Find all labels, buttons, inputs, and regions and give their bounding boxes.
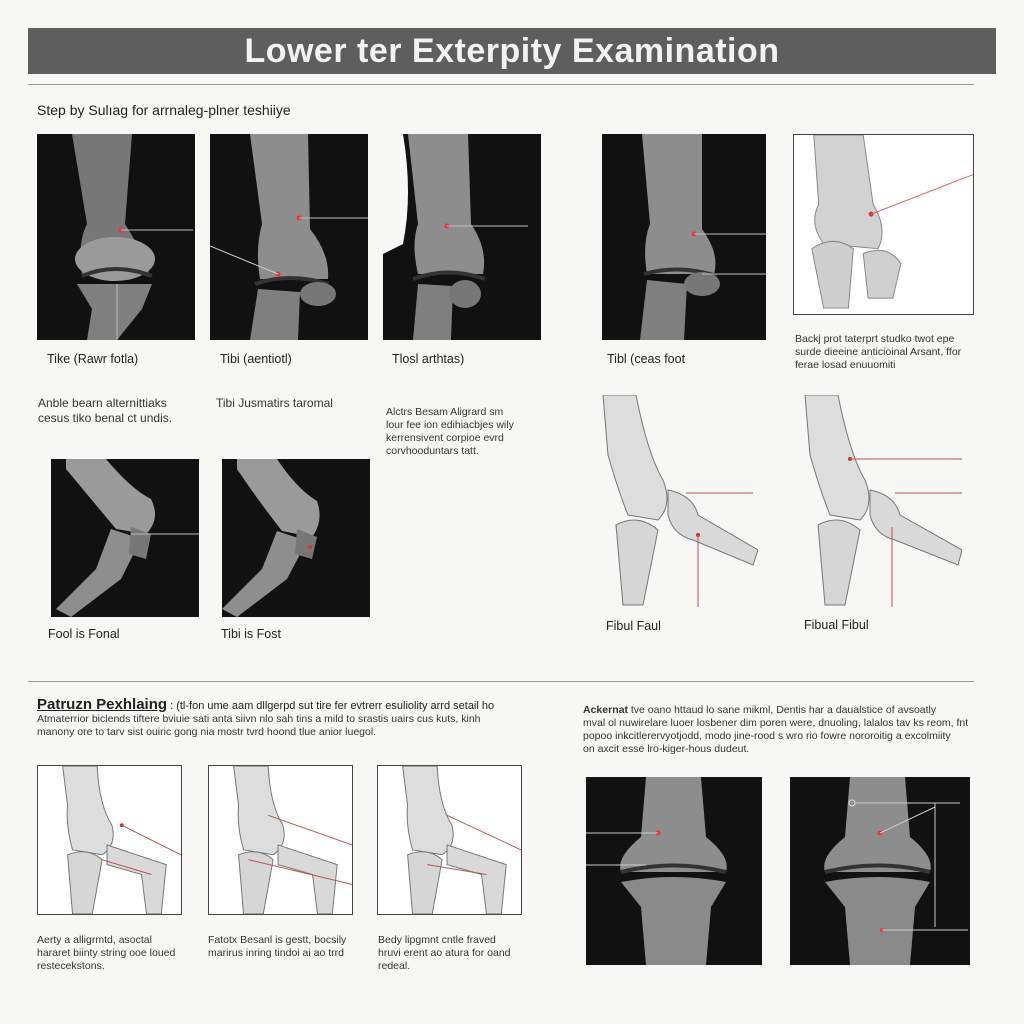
xray-panel-7 xyxy=(222,459,370,617)
desc-ankle-line: Anble bearn alternittiaks xyxy=(38,396,167,410)
caption-block-3 xyxy=(378,934,511,973)
bottom-label-1: Fool is Fonal xyxy=(48,627,120,641)
desc-middle-block xyxy=(386,406,514,458)
caption-line: Aerty a alligrmtd, asoctal xyxy=(37,934,152,946)
diagram-panel-5 xyxy=(793,134,974,315)
desc-middle-line: kerrensivent corpioe evrd xyxy=(386,432,504,444)
caption-line: hruvi erent ao atura for oand xyxy=(378,947,511,959)
caption-block-1 xyxy=(37,934,175,973)
caption-block-2 xyxy=(208,934,346,960)
diagram-panel-10 xyxy=(37,765,182,915)
desc-middle-line: lour fee ion edihiacbjes wily xyxy=(386,419,514,431)
panel-label-2: Tibi (aentiotl) xyxy=(220,352,292,366)
right-desc-line: on axcit esse lro-kiger-hous dudeut. xyxy=(583,743,750,755)
caption-line: redeal. xyxy=(378,960,411,972)
page-title: Lower ter Exterpity Examination xyxy=(244,32,780,70)
desc-right-line: ferae losad enuuomiti xyxy=(795,359,896,371)
bottom-label-2: Tibi is Fost xyxy=(221,627,281,641)
caption-line: Fatotx Besanl is gestt, bocsily xyxy=(208,934,347,946)
panel-label-3: Tlosl arthtas) xyxy=(392,352,465,366)
panel-label-4: Tibl (ceas foot xyxy=(607,352,686,366)
right-desc-line: tve oano httaud lo sane mikml, Dentis har a daualstice of avsoatly xyxy=(627,704,937,716)
caption-line: hararet biinty string ooe loued xyxy=(37,947,176,959)
page-subtitle: Step by Sulıag for arrnaleg-plner teshiiye xyxy=(37,102,291,118)
bottom-heading-desc-line: : (tl-fon ume aam dllgerpd sut tire fer evtrerr esuliolity arrd setail ho xyxy=(170,700,495,712)
caption-line: marirus inring tindoi ai ao trrd xyxy=(208,947,344,959)
diagram-panel-11 xyxy=(208,765,353,915)
desc-middle-line: corvhooduntars tatt. xyxy=(386,445,479,457)
desc-ankle-line: cesus tiko benal ct undis. xyxy=(38,411,173,425)
panel-label-1: Tike (Rawr fotla) xyxy=(47,352,139,366)
xray-panel-2 xyxy=(210,134,368,340)
divider-top xyxy=(28,84,974,85)
diagram-panel-9 xyxy=(800,395,962,610)
xray-panel-4 xyxy=(602,134,766,340)
desc-right-block xyxy=(795,333,961,372)
xray-panel-1 xyxy=(37,134,195,340)
fibula-label-2: Fibual Fibul xyxy=(804,618,869,632)
bottom-heading-block xyxy=(37,698,537,739)
xray-panel-3 xyxy=(383,134,541,340)
bottom-heading: Patruzn Pexhlaing xyxy=(37,696,168,713)
right-heading: Ackernat xyxy=(583,704,628,716)
right-desc-line: mval ol nuwirelare luoer losbener dim poren were, dnuoling, lalalos tav ks reom, fnt xyxy=(583,717,969,729)
right-desc-line: popoo inkcitlerervyotjodd, modo jine-rood s wro rio fowre nororoitig a excolmiity xyxy=(583,730,951,742)
xray-panel-13 xyxy=(586,777,762,965)
caption-line: restecekstons. xyxy=(37,960,105,972)
diagram-panel-12 xyxy=(377,765,522,915)
xray-panel-6 xyxy=(51,459,199,617)
xray-panel-14 xyxy=(790,777,970,965)
desc-right-line: surde dieeine anticioinal Arsant, ffor xyxy=(795,346,962,358)
diagram-panel-8 xyxy=(598,395,758,610)
divider-bottom xyxy=(28,681,974,682)
desc-tibi: Tibi Jusmatirs taromal xyxy=(216,396,333,410)
right-desc-block xyxy=(583,704,983,756)
bottom-heading-desc-line: manony ore to tarv sist ouiric gong nia mostr tvrd hoond tlue anior luegol. xyxy=(37,726,377,738)
desc-right-line: Backj prot taterprt studko twot epe xyxy=(795,333,955,345)
desc-middle-line: Alctrs Besam Aligrard sm xyxy=(386,406,504,418)
desc-ankle-block xyxy=(38,396,172,426)
caption-line: Bedy lipgmnt cntle fraved xyxy=(378,934,496,946)
fibula-label-1: Fibul Faul xyxy=(606,619,661,633)
bottom-heading-desc-line: Atmaterrior biclends tiftere bviuie sati anta siivn nlo sah tins a mild to srastis uairs cus kuts, kinh xyxy=(37,713,481,725)
